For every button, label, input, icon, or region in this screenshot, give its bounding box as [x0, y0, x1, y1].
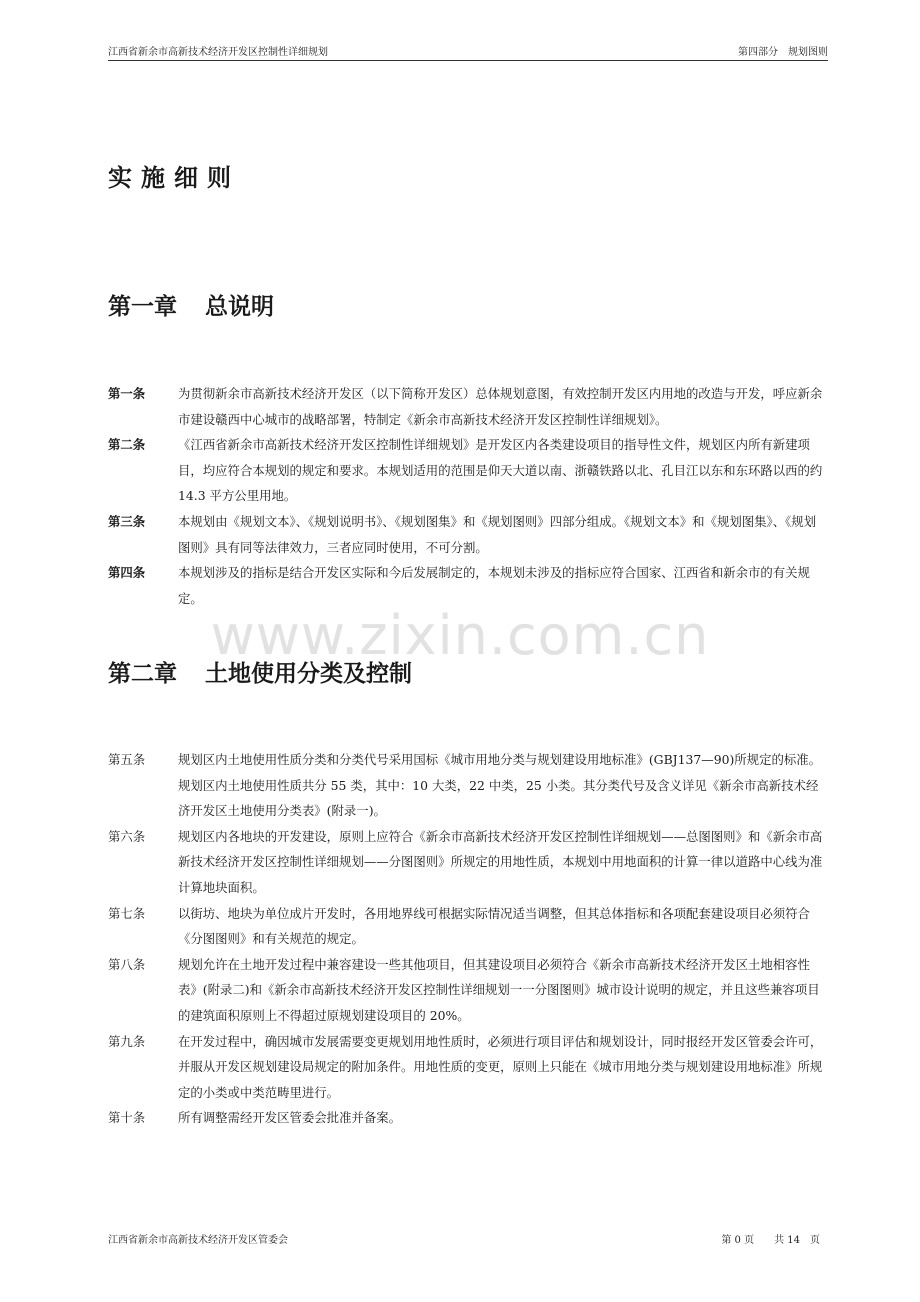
- article-6: [108, 824, 828, 901]
- article-9: [108, 1029, 828, 1106]
- article-10: [108, 1105, 828, 1131]
- article-2-text: 《江西省新余市高新技术经济开发区控制性详细规划》是开发区内各类建设项目的指导性文件，规划区内所有新建项目，均应符合本规划的规定和要求。本规划适用的范围是仰天大道以南、浙赣铁路以北、孔目江以东和东环路以西的约 14.3 平方公里用地。: [178, 437, 823, 504]
- article-7-label: 第七条: [108, 905, 146, 921]
- chapter-1-heading: [108, 290, 274, 324]
- article-8-label: 第八条: [108, 956, 146, 972]
- page-title: 实施细则: [108, 164, 240, 192]
- header-document-title: 江西省新余市高新技术经济开发区控制性详细规划: [108, 47, 328, 58]
- article-6-label: 第六条: [108, 828, 146, 844]
- chapter-2-heading: [108, 657, 412, 691]
- article-8-text: 规划允许在土地开发过程中兼容建设一些其他项目，但其建设项目必须符合《新余市高新技术经济开发区土地相容性表》(附录二)和《新余市高新技术经济开发区控制性详细规划一一分图图则》城市设计说明的规定，并且这些兼容项目的建筑面积原则上不得超过原规划建设项目的 20%。: [178, 956, 820, 1023]
- header-section-title: 第四部分 规划图则: [738, 47, 828, 58]
- article-1: [108, 381, 828, 432]
- article-7: [108, 901, 828, 952]
- article-5: [108, 747, 828, 824]
- article-1-label: 第一条: [108, 386, 146, 401]
- article-9-text: 在开发过程中，确因城市发展需要变更规划用地性质时，必须进行项目评估和规划设计，同时报经开发区管委会许可，并服从开发区规划建设局规定的附加条件。用地性质的变更，原则上只能在《城市用地分类与规划建设用地标准》所规定的小类或中类范畴里进行。: [178, 1033, 823, 1100]
- article-5-text: 规划区内土地使用性质分类和分类代号采用国标《城市用地分类与规划建设用地标准》(GBJ137—90)所规定的标准。规划区内土地使用性质共分 55 类，其中：10 大类，22 中类，25 小类。其分类代号及含义详见《新余市高新技术经济开发区土地使用分类表》(附录一)。: [178, 752, 822, 819]
- article-7-text: 以街坊、地块为单位成片开发时，各用地界线可根据实际情况适当调整，但其总体指标和各项配套建设项目必须符合《分图图则》和有关规范的规定。: [178, 905, 810, 947]
- footer-page-number: 第 0 页 共 14 页: [721, 1235, 820, 1246]
- article-3-label: 第三条: [108, 513, 146, 529]
- article-4: [108, 560, 828, 611]
- chapter-1-name: 总说明: [205, 294, 274, 320]
- article-9-label: 第九条: [108, 1033, 146, 1049]
- article-4-text: 本规划涉及的指标是结合开发区实际和今后发展制定的，本规划未涉及的指标应符合国家、江西省和新余市的有关规定。: [178, 565, 810, 606]
- article-2-label: 第二条: [108, 437, 146, 453]
- article-10-label: 第十条: [108, 1110, 146, 1126]
- footer-organization: 江西省新余市高新技术经济开发区管委会: [108, 1235, 288, 1246]
- page-header: [108, 46, 828, 61]
- article-10-text: 所有调整需经开发区管委会批准并备案。: [178, 1110, 402, 1126]
- chapter-1-articles: [108, 381, 828, 611]
- chapter-2-number: 第二章: [108, 661, 177, 687]
- article-1-text: 为贯彻新余市高新技术经济开发区（以下简称开发区）总体规划意图，有效控制开发区内用地的改造与开发，呼应新余市建设赣西中心城市的战略部署，特制定《新余市高新技术经济开发区控制性详细规划》。: [178, 386, 823, 427]
- chapter-2-name: 土地使用分类及控制: [205, 661, 412, 687]
- article-4-label: 第四条: [108, 565, 146, 581]
- page-footer: [108, 1234, 828, 1248]
- article-3: [108, 509, 828, 560]
- article-2: [108, 432, 828, 509]
- article-6-text: 规划区内各地块的开发建设，原则上应符合《新余市高新技术经济开发区控制性详细规划——总图图则》和《新余市高新技术经济开发区控制性详细规划——分图图则》所规定的用地性质，本规划中用地面积的计算一律以道路中心线为准计算地块面积。: [178, 828, 823, 895]
- watermark: www.zixin.com.cn: [210, 604, 710, 667]
- chapter-2-articles: [108, 747, 828, 1131]
- article-8: [108, 952, 828, 1029]
- article-3-text: 本规划由《规划文本》、《规划说明书》、《规划图集》和《规划图则》四部分组成。《规划文本》和《规划图集》、《规划图则》具有同等法律效力，三者应同时使用，不可分割。: [178, 513, 817, 555]
- article-5-label: 第五条: [108, 752, 146, 767]
- chapter-1-number: 第一章: [108, 294, 177, 320]
